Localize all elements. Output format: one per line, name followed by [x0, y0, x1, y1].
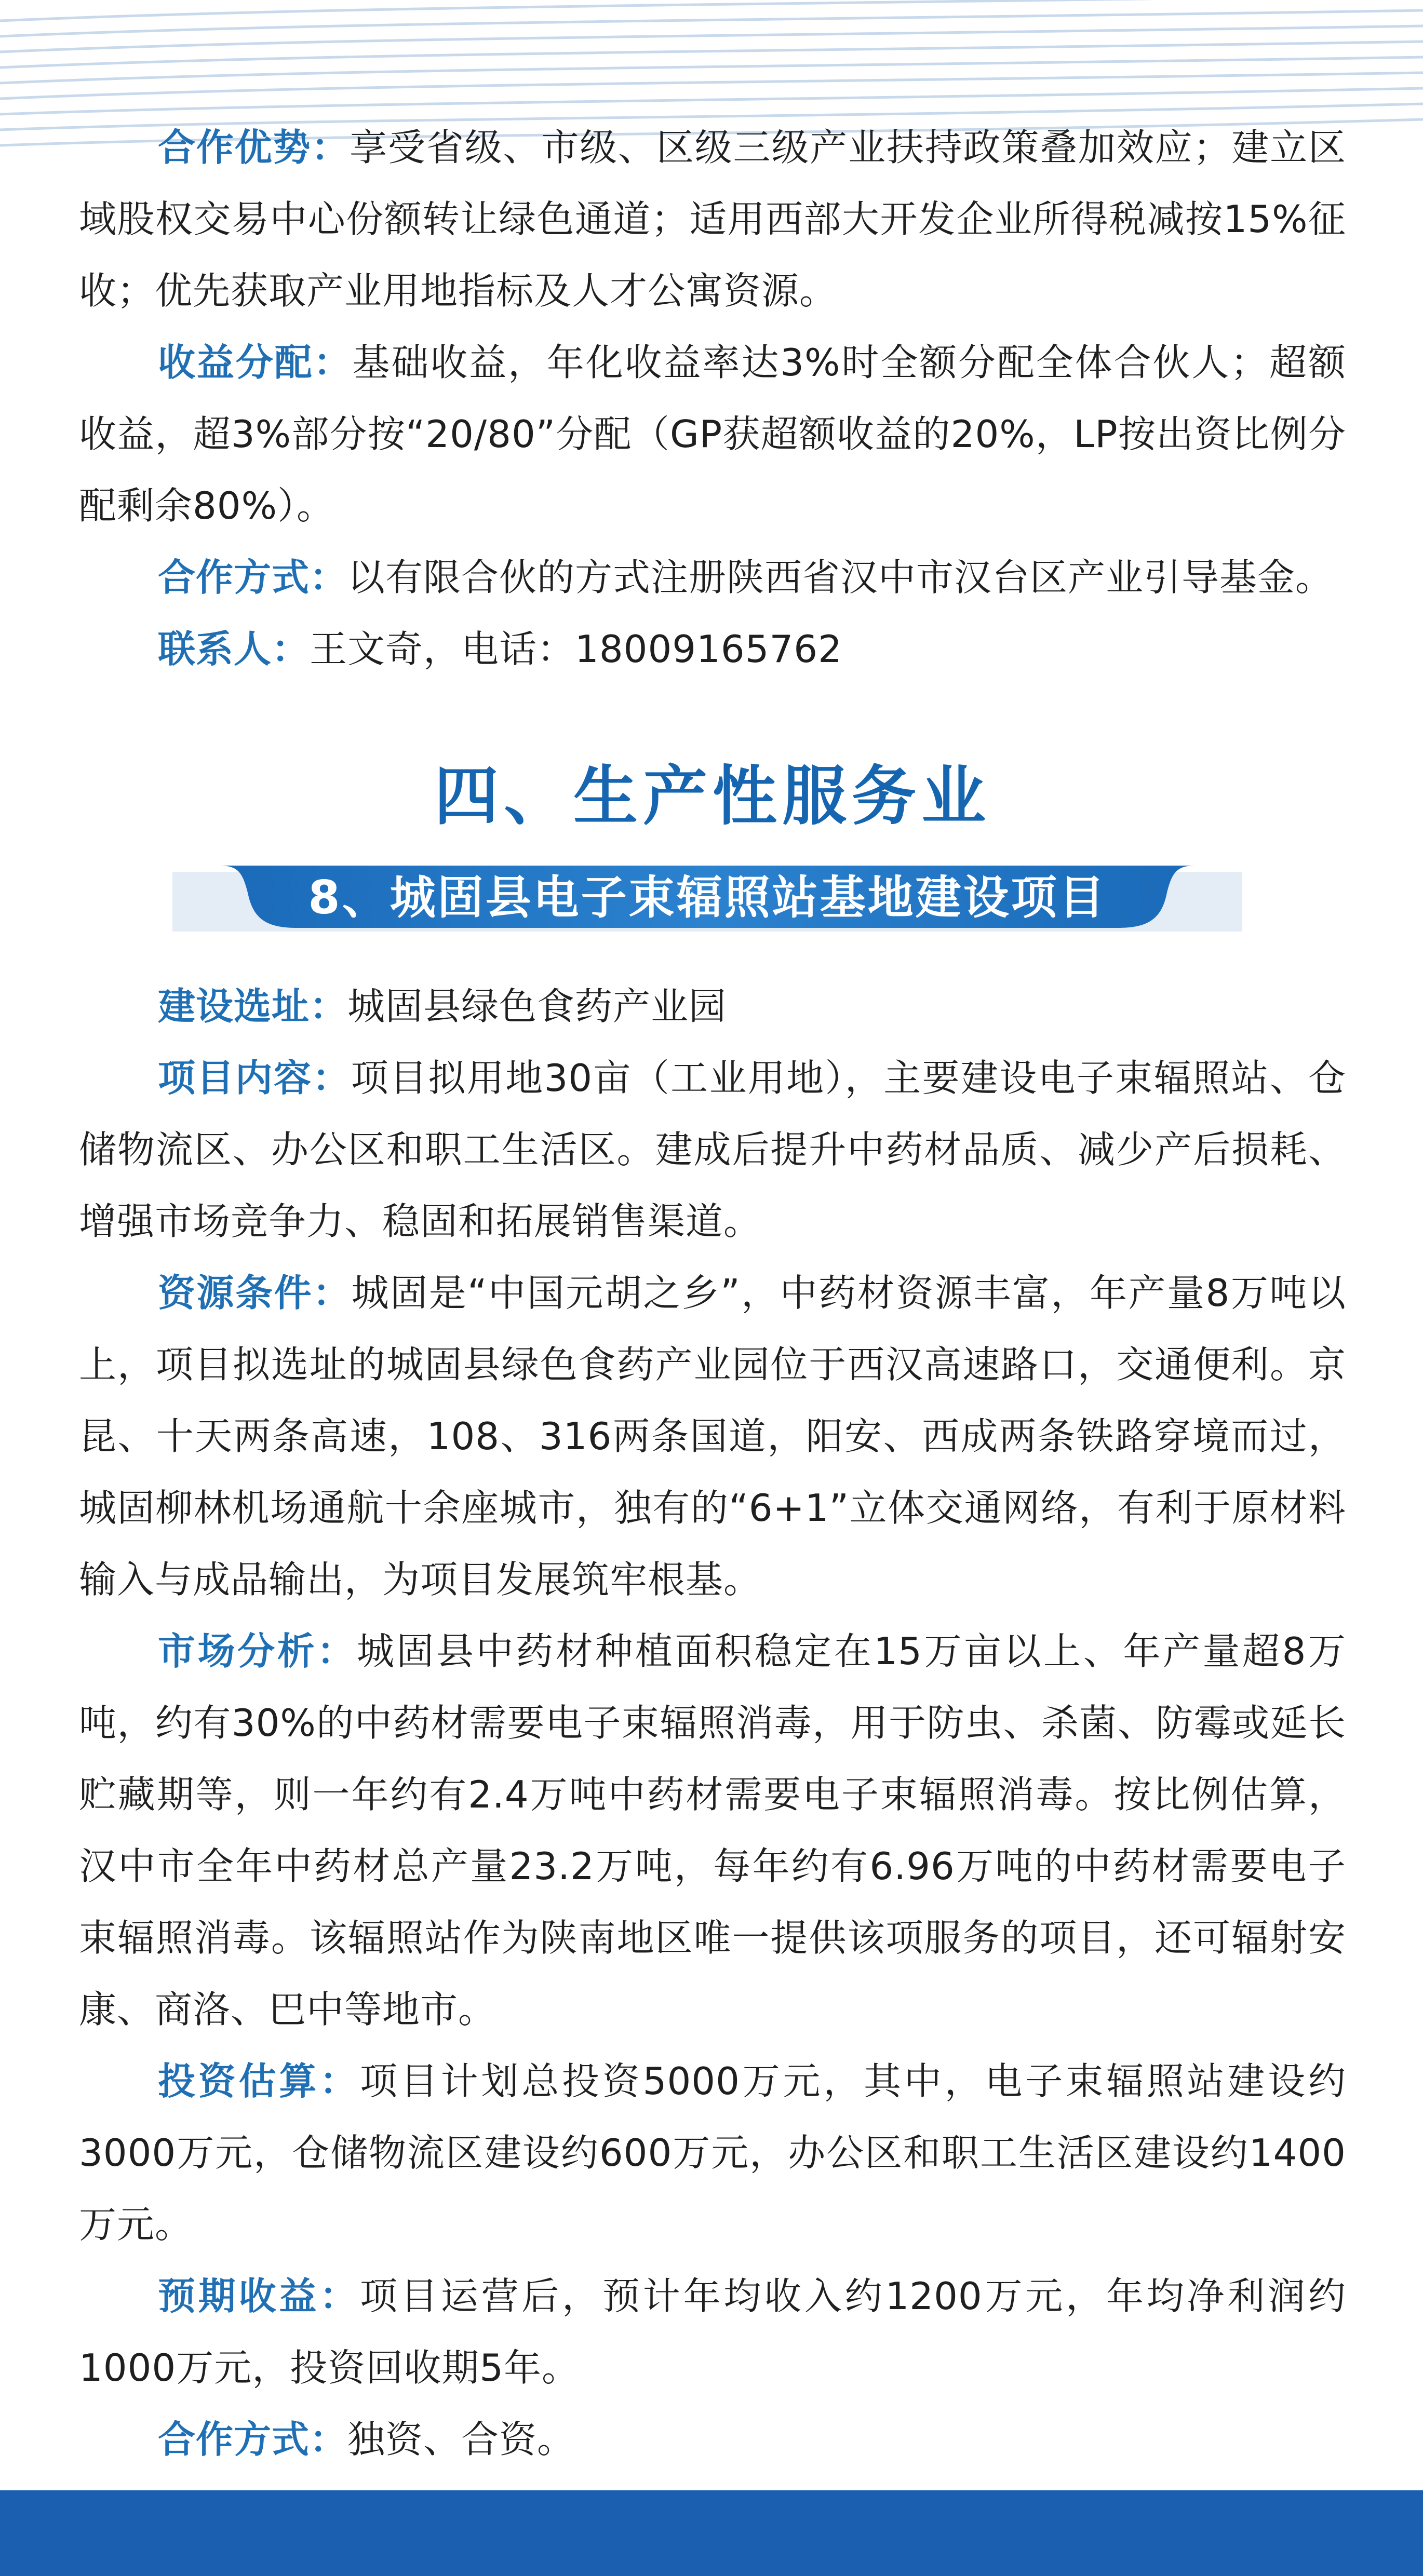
site-paragraph [79, 970, 1346, 1042]
resource-paragraph [79, 1257, 1346, 1615]
cooperation-advantage-paragraph [79, 112, 1346, 327]
paragraph-label: 收益分配： [158, 341, 353, 384]
page-content [79, 112, 1346, 2547]
paragraph-label: 合作方式： [158, 2418, 348, 2461]
paragraph-text: 享受省级、市级、区级三级产业扶持政策叠加效应；建立区域股权交易中心份额转让绿色通道；适用西部大开发企业所得税减按15%征收；优先获取产业用地指标及人才公寓资源。 [79, 126, 1346, 313]
top-section [79, 112, 1346, 685]
content-paragraph [79, 1042, 1346, 1257]
section-heading: 四、生产性服务业 [434, 759, 991, 834]
paragraph-label: 资源条件： [158, 1271, 352, 1315]
paragraph-text: 城固县绿色食药产业园 [347, 984, 727, 1028]
paragraph-label: 项目内容： [158, 1056, 351, 1100]
paragraph-label: 联系人： [158, 627, 310, 671]
expected-return-paragraph [79, 2260, 1346, 2404]
paragraph-text: 独资、合资。 [347, 2418, 575, 2461]
cooperation-mode-paragraph [79, 542, 1346, 613]
paragraph-label: 合作优势： [158, 126, 350, 169]
project-title: 8、城固县电子束辐照站基地建设项目 [308, 871, 1107, 924]
paragraph-text: 城固是“中国元胡之乡”，中药材资源丰富，年产量8万吨以上，项目拟选址的城固县绿色食药产业园位于西汉高速路口，交通便利。京昆、十天两条高速，108、316两条国道，阳安、西成两条铁路穿境而过，城固柳林机场通航十余座城市，独有的“6+1”立体交通网络，有利于原材料输入与成品输出，为项目发展筑牢根基。 [79, 1271, 1346, 1601]
contact-paragraph [79, 613, 1346, 685]
profit-distribution-paragraph [79, 327, 1346, 542]
paragraph-text: 项目拟用地30亩（工业用地），主要建设电子束辐照站、仓储物流区、办公区和职工生活区。建成后提升中药材品质、减少产后损耗、增强市场竞争力、稳固和拓展销售渠道。 [79, 1056, 1346, 1243]
paragraph-label: 市场分析： [158, 1629, 357, 1673]
paragraph-label: 合作方式： [158, 556, 348, 599]
project-section [79, 970, 1346, 2547]
paragraph-text: 基础收益，年化收益率达3%时全额分配全体合伙人；超额收益，超3%部分按“20/80”分配（GP获超额收益的20%，LP按出资比例分配剩余80%）。 [79, 341, 1346, 528]
footer-bar [0, 2490, 1423, 2576]
project-title-banner [172, 861, 1242, 939]
paragraph-text: 项目运营后，预计年均收入约1200万元，年均净利润约1000万元，投资回收期5年。 [79, 2274, 1346, 2390]
paragraph-label: 投资估算： [158, 2059, 360, 2103]
paragraph-label: 建设选址： [158, 984, 348, 1028]
paragraph-label: 预期收益： [158, 2274, 360, 2318]
investment-paragraph [79, 2045, 1346, 2260]
paragraph-text: 王文奇，电话：18009165762 [310, 627, 842, 671]
cooperation-mode-paragraph [79, 2404, 1346, 2475]
market-paragraph [79, 1615, 1346, 2045]
paragraph-text: 城固县中药材种植面积稳定在15万亩以上、年产量超8万吨，约有30%的中药材需要电子束辐照消毒，用于防虫、杀菌、防霉或延长贮藏期等，则一年约有2.4万吨中药材需要电子束辐照消毒。按比例估算，汉中市全年中药材总产量23.2万吨，每年约有6.96万吨的中药材需要电子束辐照消毒。该辐照站作为陕南地区唯一提供该项服务的项目，还可辐射安康、商洛、巴中等地市。 [79, 1629, 1346, 2031]
paragraph-text: 以有限合伙的方式注册陕西省汉中市汉台区产业引导基金。 [347, 556, 1334, 599]
paragraph-text: 项目计划总投资5000万元，其中，电子束辐照站建设约3000万元，仓储物流区建设约600万元，办公区和职工生活区建设约1400万元。 [79, 2059, 1346, 2246]
